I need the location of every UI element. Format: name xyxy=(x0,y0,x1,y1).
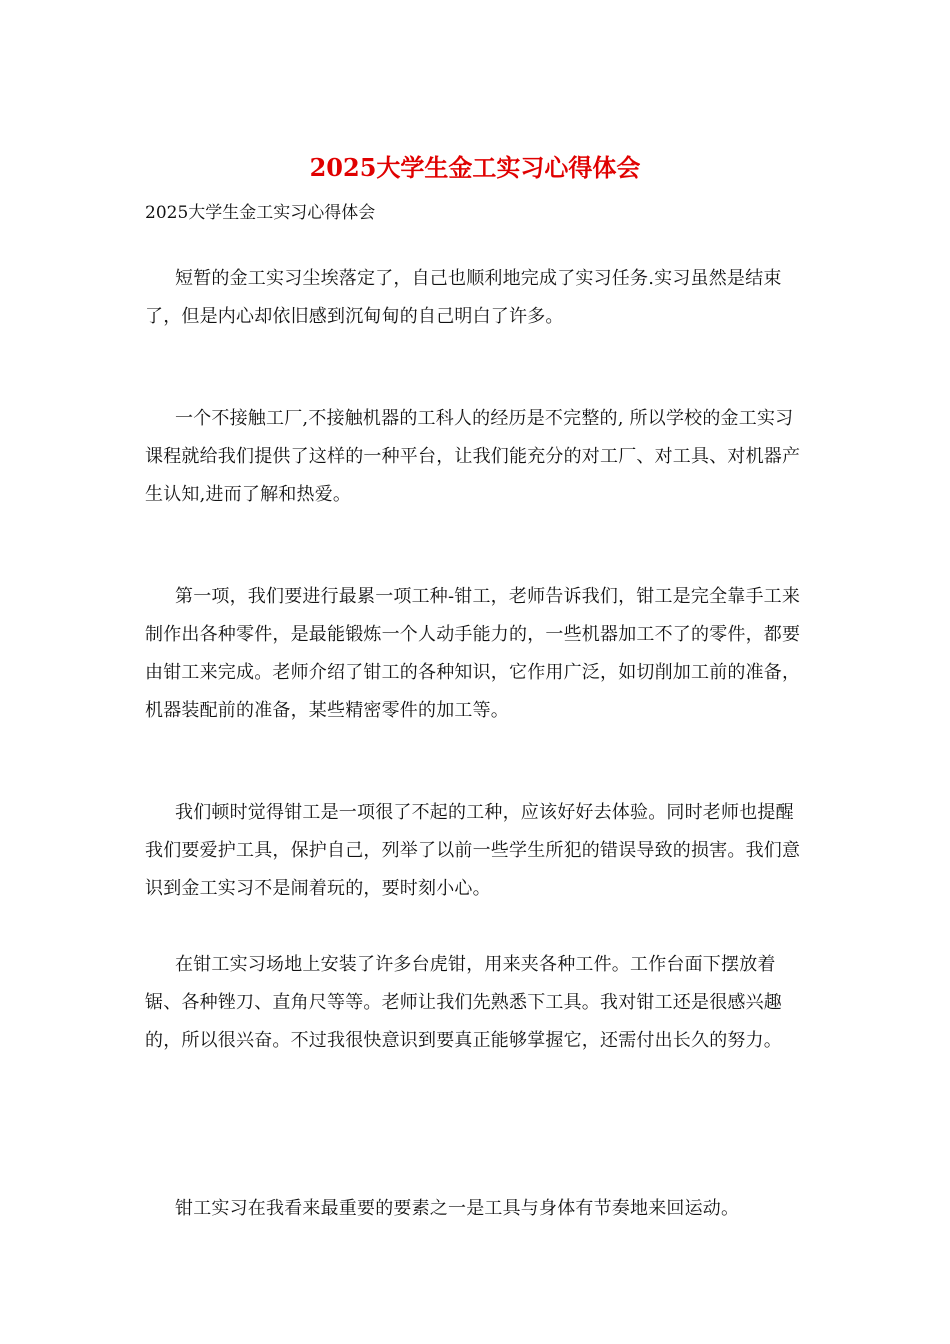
paragraph: 短暂的金工实习尘埃落定了，自己也顺利地完成了实习任务.实习虽然是结束了，但是内心却依旧感到沉甸甸的自己明白了许多。 xyxy=(145,268,782,327)
paragraph: 钳工实习在我看来最重要的要素之一是工具与身体有节奏地来回运动。 xyxy=(175,1198,740,1219)
paragraph: 在钳工实习场地上安装了许多台虎钳，用来夹各种工件。工作台面下摆放着锯、各种锉刀、直角尺等等。老师让我们先熟悉下工具。我对钳工还是很感兴趣的，所以很兴奋。不过我很快意识到要真正能够掌握它，还需付出长久的努力。 xyxy=(145,954,782,1051)
document-subtitle: 2025大学生金工实习心得体会 xyxy=(145,203,376,223)
paragraph: 一个不接触工厂,不接触机器的工科人的经历是不完整的, 所以学校的金工实习课程就给我们提供了这样的一种平台，让我们能充分的对工厂、对工具、对机器产生认知,进而了解和热爱。 xyxy=(145,408,801,505)
paragraph: 第一项，我们要进行最累一项工种-钳工，老师告诉我们，钳工是完全靠手工来制作出各种零件，是最能锻炼一个人动手能力的，一些机器加工不了的零件，都要由钳工来完成。老师介绍了钳工的各种知识，它作用广泛，如切削加工前的准备，机器装配前的准备，某些精密零件的加工等。 xyxy=(145,586,801,721)
document-title: 2025大学生金工实习心得体会 xyxy=(309,153,641,182)
paragraph: 我们顿时觉得钳工是一项很了不起的工种，应该好好去体验。同时老师也提醒我们要爱护工具，保护自己，列举了以前一些学生所犯的错误导致的损害。我们意识到金工实习不是闹着玩的，要时刻小心。 xyxy=(145,802,801,899)
